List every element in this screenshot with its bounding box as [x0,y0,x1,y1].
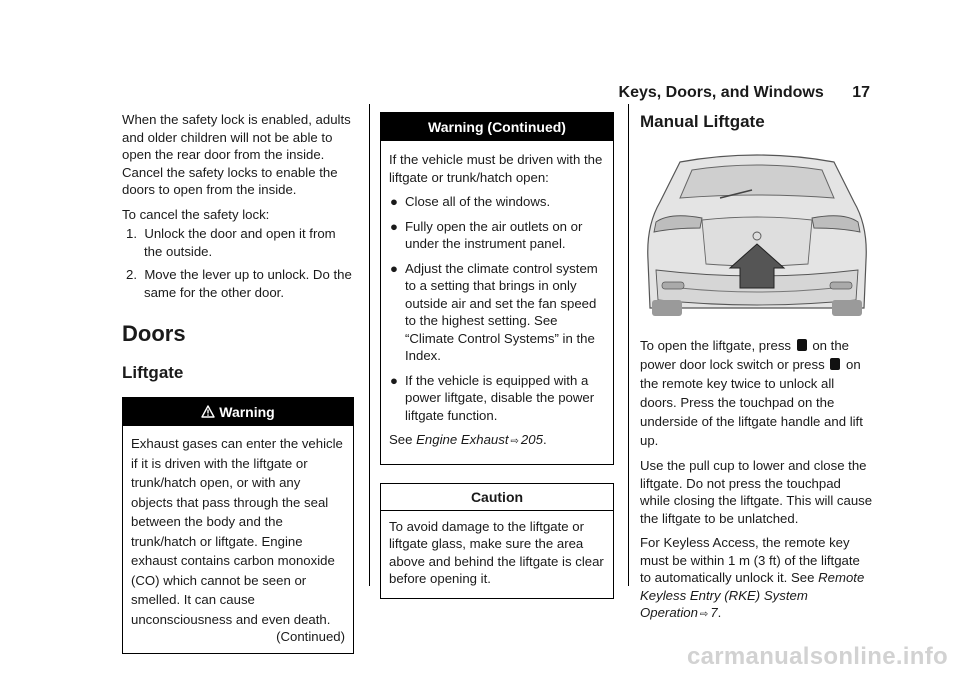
rear-of-vehicle-image [640,140,874,322]
open-liftgate-paragraph [640,336,874,450]
see-suffix: . [542,432,547,447]
caution-box [380,483,614,599]
rke-ref-title[interactable]: Remote Keyless Entry (RKE) System Operation [640,570,865,620]
keyless-suffix: . [717,605,722,620]
heading-liftgate: Liftgate [122,363,184,382]
open-text-b: on the power door lock switch or press [640,338,850,372]
watermark: carmanualsonline.info [686,643,948,670]
warning-title: Warning [219,404,275,420]
running-header [619,84,870,102]
page-ref-arrow-icon: ⇨ [699,609,709,620]
warning-body: Exhaust gases can enter the vehicle if it is driven with the liftgate or trunk/hatch open, or with any objects that pass through the seal between the body and the trunk/hatch or liftgate. Engine exhaust contains carbon monoxide (CO) which cannot be seen or smelled. It can cause unconsciousness and even death. [131,436,343,627]
liftgate-illustration [640,140,874,322]
see-prefix: See [389,432,417,447]
open-text-a: To open the liftgate, press [640,338,795,353]
warning-box [122,397,354,654]
bullet-item [389,218,605,253]
warning-triangle-icon [201,405,215,418]
steps-list [122,225,356,301]
caution-title: Caution [381,484,613,511]
step-2: 2. Move the lever up to unlock. Do the same for the other door. [126,267,352,300]
bullet-text: Fully open the air outlets on or under the instrument panel. [405,218,583,251]
rke-ref-page[interactable]: 7 [710,605,718,620]
heading-doors: Doors [122,321,186,346]
column-divider-2 [628,104,629,586]
page-ref-arrow-icon: ⇨ [510,436,519,447]
close-liftgate-paragraph: Use the pull cup to lower and close the liftgate. Do not press the touchpad while closing the liftgate. This will cause the liftgate to be unlatched. [640,458,873,526]
column-divider-1 [369,104,370,586]
bullet-text: If the vehicle is equipped with a power liftgate, disable the power liftgate function. [405,372,595,423]
see-reference [389,431,605,451]
see-ref-page[interactable]: 205 [520,432,543,447]
bullet-item [389,193,605,211]
column-1 [122,111,356,654]
step-1: 1. Unlock the door and open it from the outside. [126,226,336,259]
bullet-dot: ● [390,194,398,209]
warning-continued: (Continued) [276,629,345,644]
caution-body: To avoid damage to the liftgate or liftgate glass, make sure the area above and behind the liftgate is clear before opening it. [389,518,604,586]
bullet-text: Close all of the windows. [405,194,551,209]
see-ref-title[interactable]: Engine Exhaust [416,432,509,447]
keyless-text: For Keyless Access, the remote key must be within 1 m (3 ft) of the liftgate to automatically unlock it. See [640,535,860,585]
bullet-dot: ● [390,218,398,234]
bullet-item [389,260,605,365]
heading-manual-liftgate: Manual Liftgate [640,112,765,131]
unlock-key-icon [830,358,840,370]
open-text-c: on the remote key twice to unlock all doors. Press the touchpad on the underside of the liftgate handle and lift up. [640,357,863,448]
bullet-dot: ● [390,372,398,388]
section-title: Keys, Doors, and Windows [618,84,824,101]
column-3 [640,112,874,631]
page-number: 17 [852,84,870,101]
keyless-access-paragraph [640,534,874,624]
bullet-text: Adjust the climate control system to a setting that brings in only outside air and set the fan speed to the highest setting. See “Climate Control Systems” in the Index. [405,260,598,363]
cancel-lead: To cancel the safety lock: [122,206,270,222]
bullet-dot: ● [390,260,398,276]
unlock-key-icon [797,339,807,351]
warning-continued-box [380,112,614,465]
warning-title-bar [123,398,353,426]
intro-paragraph: When the safety lock is enabled, adults and older children will not be able to open the rear door from the inside. Cancel the safety locks to enable the doors to open from the inside. [122,112,351,197]
warning-continued-title-bar: Warning (Continued) [381,113,613,141]
bullet-item [389,372,605,425]
warning-continued-lead: If the vehicle must be driven with the liftgate or trunk/hatch open: [389,152,603,185]
column-2 [380,112,614,599]
